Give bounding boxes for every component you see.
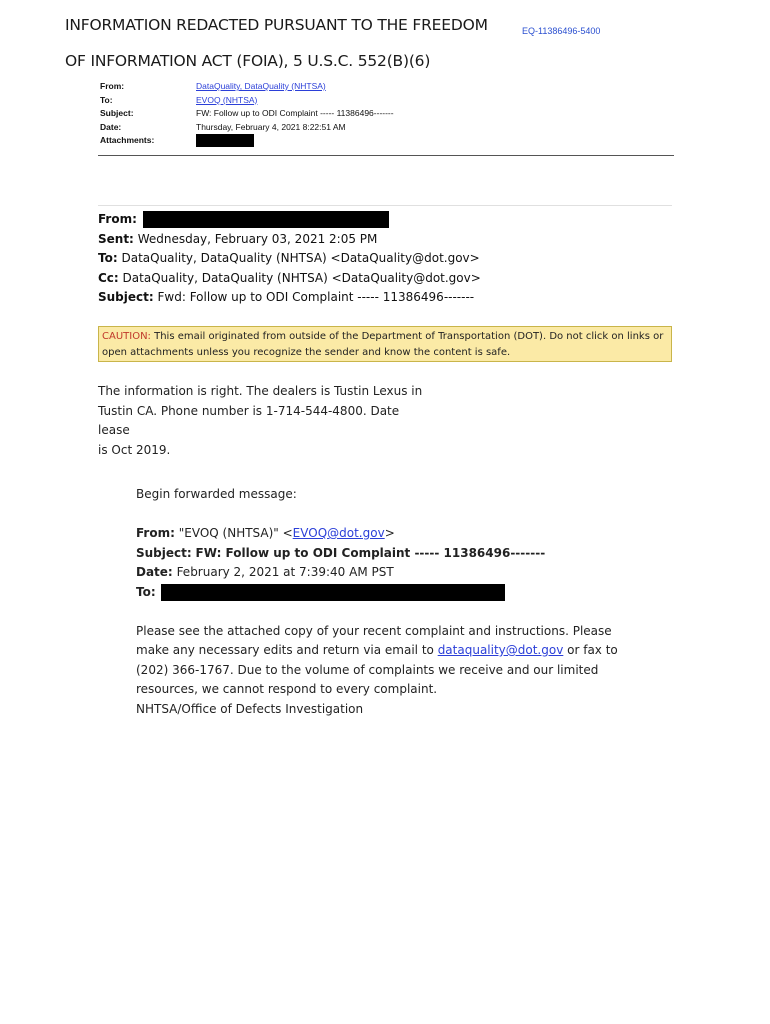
header-subject-value: FW: Follow up to ODI Complaint ----- 11386496-------: [196, 108, 394, 118]
foia-banner-line-1: INFORMATION REDACTED PURSUANT TO THE FREEDOM: [65, 16, 488, 34]
body-line: is Oct 2019.: [98, 442, 171, 457]
header-to-link[interactable]: EVOQ (NHTSA): [196, 94, 258, 105]
header-attachments-label: Attachments:: [100, 135, 155, 145]
header-date-value: Thursday, February 4, 2021 8:22:51 AM: [196, 121, 346, 132]
email-subject-value: Fwd: Follow up to ODI Complaint ----- 11386496-------: [157, 290, 475, 304]
redaction-block: [196, 134, 254, 147]
dataquality-email-link[interactable]: dataquality@dot.gov: [437, 643, 564, 657]
email-to-label: To:: [98, 251, 118, 265]
fwd-signature: NHTSA/Office of Defects Investigation: [136, 701, 364, 716]
email-subject-label: Subject:: [98, 290, 154, 304]
fwd-paragraph-end: or fax to (202) 366-1767. Due to the volume of complaints we receive and our limited resources, we cannot respond to every complaint.: [136, 643, 618, 696]
email-to-value: DataQuality, DataQuality (NHTSA) <DataQuality@dot.gov>: [121, 251, 480, 265]
fwd-paragraph-start: Please see the attached copy of your recent complaint and instructions. Please make any necessary edits and return via email to: [136, 623, 612, 657]
header-attachments-value: [196, 134, 254, 148]
fwd-from-close: >: [384, 526, 395, 540]
caution-text: This email originated from outside of the Department of Transportation (DOT). Do not click on links or open attachments unless you recognize the sender and know the content is safe.: [102, 331, 664, 358]
email-sent-value: Wednesday, February 03, 2021 2:05 PM: [137, 231, 378, 246]
fwd-date-value: February 2, 2021 at 7:39:40 AM PST: [176, 565, 394, 579]
fwd-date-label: Date:: [136, 565, 173, 579]
email-cc-value: DataQuality, DataQuality (NHTSA) <DataQuality@dot.gov>: [122, 270, 481, 285]
header-subject-label: Subject:: [100, 108, 134, 118]
body-line: The information is right. The dealers is Tustin Lexus in: [98, 384, 423, 398]
email-from-label: From:: [98, 212, 137, 226]
fwd-paragraph: [136, 622, 626, 700]
fwd-from-email-link[interactable]: EVOQ@dot.gov: [292, 526, 385, 540]
header-from-label: From:: [100, 81, 125, 91]
header-divider: [98, 155, 674, 156]
body-line: Tustin CA. Phone number is 1-714-544-4800. Date lease: [98, 403, 400, 437]
header-from-link[interactable]: DataQuality, DataQuality (NHTSA): [196, 81, 326, 91]
header-to-label: To:: [100, 94, 113, 105]
email-header: [98, 210, 481, 308]
fwd-subject-label: Subject:: [136, 545, 192, 560]
caution-tag: CAUTION:: [102, 331, 151, 342]
fwd-subject-value: FW: Follow up to ODI Complaint ----- 11386496-------: [195, 545, 546, 560]
caution-banner: [98, 326, 672, 362]
header-date-label: Date:: [100, 121, 122, 132]
email-sent-label: Sent:: [98, 231, 134, 246]
fwd-to-label: To:: [136, 584, 156, 599]
message-body: [98, 382, 428, 460]
fwd-from-name: "EVOQ (NHTSA)" <: [178, 526, 293, 540]
email-cc-label: Cc:: [98, 270, 119, 285]
redaction-block: [143, 211, 389, 228]
section-divider: [98, 205, 672, 206]
redaction-block: [161, 584, 505, 601]
foia-banner-line-2: OF INFORMATION ACT (FOIA), 5 U.S.C. 552(B)(6): [65, 52, 431, 70]
forwarded-message: [136, 485, 636, 719]
forwarded-intro: Begin forwarded message:: [136, 487, 297, 501]
fwd-from-label: From:: [136, 526, 175, 540]
document-id: EQ-11386496-5400: [522, 26, 601, 36]
